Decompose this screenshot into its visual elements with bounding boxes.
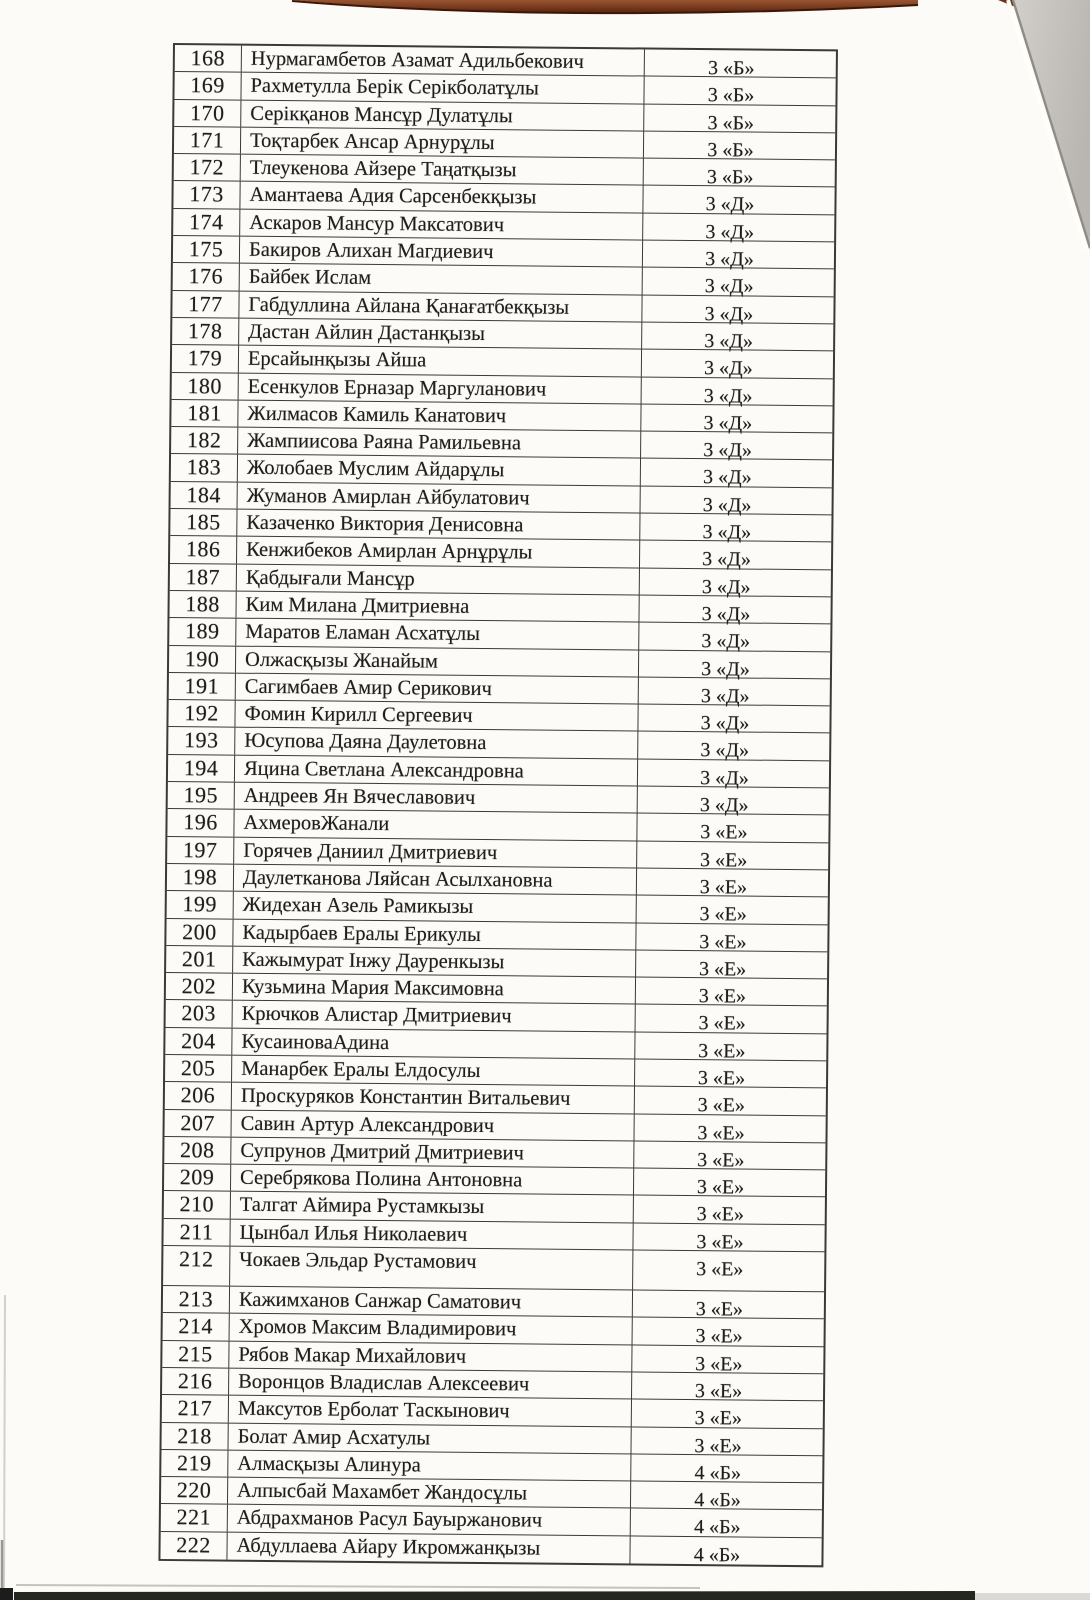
row-number-cell: 188 — [169, 591, 236, 618]
class-cell: 4 «Б» — [693, 1543, 741, 1567]
class-cell: 3 «Е» — [698, 1012, 746, 1035]
class-cell: 3 «Д» — [701, 630, 751, 653]
row-number-cell: 211 — [163, 1219, 230, 1246]
class-cell: 3 «Д» — [704, 275, 754, 298]
row-number-cell: 197 — [167, 837, 234, 864]
student-name-cell: Андреев Ян Вячеславович — [235, 783, 638, 813]
row-number-cell: 221 — [161, 1504, 228, 1531]
row-number-cell: 201 — [166, 946, 233, 973]
student-name-cell: Рябов Макар Михайлович — [229, 1341, 632, 1371]
row-number-cell: 220 — [161, 1477, 228, 1504]
class-cell: 3 «Е» — [699, 930, 747, 954]
row-number-cell: 196 — [167, 809, 234, 836]
class-cell: 3 «Е» — [697, 1094, 746, 1117]
student-name-cell: КусаиноваАдина — [232, 1028, 635, 1058]
student-name-cell: Савин Артур Александрович — [232, 1110, 635, 1140]
student-name-cell: Амантаева Адия Сарсенбекқызы — [240, 182, 643, 212]
student-name-cell: АхмеровЖанали — [234, 810, 637, 840]
class-cell: 3 «Д» — [702, 493, 752, 517]
student-name-cell: Серебрякова Полина Антоновна — [231, 1165, 634, 1195]
class-cell: 3 «Е» — [697, 1148, 745, 1172]
row-number-cell: 173 — [173, 181, 240, 208]
student-name-cell: Дастан Айлин Дастанқызы — [239, 319, 642, 349]
student-name-cell: Горячев Даниил Дмитриевич — [234, 837, 637, 867]
class-cell: 3 «Д» — [703, 439, 753, 462]
row-number-cell: 174 — [173, 209, 240, 236]
row-number-cell: 169 — [174, 72, 241, 99]
row-number-cell: 217 — [162, 1395, 229, 1422]
student-name-cell: Маратов Еламан Асхатұлы — [236, 619, 639, 649]
class-cell: 3 «Е» — [699, 876, 748, 899]
class-cell: 3 «Д» — [699, 794, 749, 817]
class-cell: 3 «Б» — [706, 166, 754, 189]
row-number-cell: 170 — [174, 100, 241, 127]
student-name-cell: Фомин Кирилл Сергеевич — [235, 701, 638, 731]
class-cell: 3 «Е» — [696, 1203, 744, 1227]
row-number-cell: 185 — [170, 509, 237, 536]
row-number-cell: 172 — [174, 154, 241, 181]
class-cell: 4 «Б» — [694, 1489, 741, 1512]
student-name-cell: Тоқтарбек Ансар Арнурұлы — [241, 128, 644, 158]
student-name-cell: Манарбек Ералы Елдосулы — [232, 1056, 635, 1086]
class-cell: 3 «Д» — [701, 657, 750, 681]
student-name-cell: Ерсайынқызы Айша — [239, 346, 642, 376]
student-name-cell: Крючков Алистар Дмитриевич — [233, 1001, 636, 1031]
student-name-cell: Кадырбаев Ералы Ерикулы — [233, 919, 636, 949]
student-name-cell: Супрунов Дмитрий Дмитриевич — [231, 1137, 634, 1167]
class-cell: 3 «Е» — [696, 1230, 744, 1254]
student-name-cell: Нурмагамбетов Азамат Адильбекович — [242, 46, 645, 76]
class-cell: 3 «Д» — [701, 575, 751, 599]
row-number-cell: 215 — [162, 1341, 229, 1368]
page-left-edge — [2, 1295, 5, 1592]
class-cell: 3 «Д» — [702, 548, 751, 571]
class-cell: 3 «Е» — [694, 1407, 743, 1430]
class-cell: 3 «Д» — [702, 466, 752, 490]
row-number-cell: 179 — [172, 345, 239, 372]
student-name-cell: Рахметулла Берік Серікболатұлы — [241, 73, 644, 103]
class-cell: 3 «Д» — [704, 302, 754, 326]
student-name-cell: Жампиисова Раяна Рамильевна — [238, 428, 641, 458]
student-name-cell: Даулетканова Ляйсан Асылхановна — [234, 865, 637, 895]
class-cell: 3 «Д» — [700, 766, 749, 790]
student-name-cell: Серікқанов Мансұр Дулатұлы — [241, 100, 644, 130]
class-cell: 4 «Б» — [693, 1516, 741, 1539]
student-name-cell: Кенжибеков Амирлан Арнұрұлы — [237, 537, 640, 567]
class-cell: 3 «Б» — [707, 84, 755, 107]
row-number-cell: 216 — [162, 1368, 229, 1395]
class-cell: 3 «Д» — [705, 220, 755, 244]
student-name-cell: Кажимханов Санжар Саматович — [230, 1287, 633, 1317]
class-cell: 3 «Е» — [694, 1380, 743, 1403]
student-name-cell: Хромов Максим Владимирович — [230, 1314, 633, 1344]
student-name-cell: Чокаев Эльдар Рустамович — [230, 1247, 633, 1290]
bottom-edge-artifacts — [0, 1585, 1090, 1600]
row-number-cell: 219 — [161, 1450, 228, 1477]
row-number-cell: 171 — [174, 127, 241, 154]
row-number-cell: 205 — [165, 1055, 232, 1082]
under-surface-corner — [1008, 0, 1090, 250]
student-name-cell: Жолобаев Муслим Айдарұлы — [238, 455, 641, 485]
student-name-cell: Есенкулов Ерназар Маргуланович — [239, 373, 642, 403]
student-name-cell: Цынбал Илья Николаевич — [230, 1219, 633, 1249]
class-cell: 3 «Д» — [703, 384, 753, 408]
class-cell: 3 «Д» — [702, 521, 752, 544]
class-cell: 3 «Б» — [707, 57, 755, 80]
student-name-cell: Сагимбаев Амир Серикович — [236, 673, 639, 703]
student-name-cell: Байбек Ислам — [240, 264, 643, 294]
row-number-cell: 168 — [175, 45, 242, 72]
row-number-cell: 175 — [173, 236, 240, 263]
row-number-cell: 200 — [166, 918, 233, 945]
student-name-cell: Аскаров Мансур Максатович — [240, 209, 643, 239]
class-cell: 3 «Е» — [695, 1352, 743, 1376]
class-cell: 3 «Д» — [701, 603, 751, 626]
row-number-cell: 210 — [164, 1191, 231, 1218]
row-number-cell: 208 — [164, 1137, 231, 1164]
class-cell: 3 «Е» — [695, 1325, 743, 1348]
class-cell: 3 «Е» — [694, 1434, 742, 1458]
row-number-cell: 178 — [172, 318, 239, 345]
student-name-cell: Казаченко Виктория Денисовна — [237, 510, 640, 540]
student-name-cell: Талгат Аймира Рустамкызы — [231, 1192, 634, 1222]
row-number-cell: 209 — [164, 1164, 231, 1191]
row-number-cell: 207 — [165, 1110, 232, 1137]
row-number-cell: 191 — [169, 673, 236, 700]
row-number-cell: 195 — [168, 782, 235, 809]
class-cell: 3 «Е» — [697, 1067, 746, 1090]
class-cell: 3 «Д» — [704, 330, 754, 353]
row-number-cell: 177 — [172, 291, 239, 318]
student-name-cell: Юсупова Даяна Даулетовна — [235, 728, 638, 758]
class-cell: 3 «Д» — [705, 193, 755, 217]
row-number-cell: 218 — [162, 1423, 229, 1450]
class-cell: 3 «Е» — [698, 985, 747, 1008]
row-number-cell: 204 — [165, 1028, 232, 1055]
book-edge-strip — [292, 0, 1044, 13]
student-name-cell: Жилмасов Камиль Канатович — [238, 401, 641, 431]
class-cell: 3 «Б» — [707, 139, 754, 162]
row-number-cell: 214 — [163, 1313, 230, 1340]
student-name-cell: Габдуллина Айлана Қанағатбекқызы — [239, 291, 642, 321]
row-number-cell: 199 — [167, 891, 234, 918]
class-cell: 3 «Д» — [700, 739, 750, 762]
class-cell: 3 «Е» — [695, 1298, 744, 1321]
student-name-cell: Максутов Ерболат Таскынович — [229, 1396, 632, 1426]
class-cell: 3 «Б» — [707, 111, 755, 135]
student-name-cell: Кажымурат Інжу Дауренкызы — [233, 946, 636, 976]
class-cell: 3 «Е» — [697, 1121, 745, 1145]
class-cell: 3 «Е» — [699, 848, 748, 872]
student-name-cell: Алпысбай Махамбет Жандосұлы — [228, 1478, 631, 1508]
student-name-cell: Яцина Светлана Александровна — [235, 755, 638, 785]
row-number-cell: 193 — [168, 727, 235, 754]
student-name-cell: Бакиров Алихан Магдиевич — [240, 237, 643, 267]
row-number-cell: 183 — [171, 454, 238, 481]
row-number-cell: 181 — [171, 400, 238, 427]
row-number-cell: 213 — [163, 1286, 230, 1313]
class-cell: 4 «Б» — [694, 1461, 742, 1485]
student-name-cell: Проскуряков Константин Витальевич — [232, 1083, 635, 1113]
student-list-table — [158, 43, 838, 1567]
row-number-cell: 182 — [171, 427, 238, 454]
student-name-cell: Абдуллаева Айару Икромжанқызы — [227, 1532, 630, 1563]
student-name-cell: Олжасқызы Жанайым — [236, 646, 639, 676]
row-number-cell: 206 — [165, 1082, 232, 1109]
row-number-cell: 184 — [171, 482, 238, 509]
row-number-cell: 194 — [168, 755, 235, 782]
student-name-cell: Алмасқызы Алинура — [228, 1450, 631, 1480]
class-cell: 3 «Е» — [696, 1176, 745, 1199]
class-cell: 3 «Д» — [703, 411, 753, 435]
student-name-cell: Тлеукенова Айзере Таңатқызы — [241, 155, 644, 185]
class-cell: 3 «Е» — [699, 903, 747, 926]
student-name-cell: Абдрахманов Расул Бауыржанович — [228, 1505, 631, 1535]
class-cell: 3 «Д» — [705, 248, 754, 271]
student-table-body — [160, 45, 836, 1565]
class-cell: 3 «Д» — [703, 357, 753, 380]
row-number-cell: 203 — [166, 1000, 233, 1027]
row-number-cell: 186 — [170, 536, 237, 563]
row-number-cell: 187 — [170, 564, 237, 591]
student-name-cell: Болат Амир Асхатулы — [229, 1423, 632, 1453]
class-cell: 3 «Е» — [698, 1039, 746, 1063]
class-cell: 3 «Д» — [700, 712, 750, 735]
row-number-cell: 189 — [169, 618, 236, 645]
class-cell: 3 «Е» — [696, 1258, 744, 1281]
student-name-cell: Жидехан Азель Рамикызы — [234, 892, 637, 922]
row-number-cell: 212 — [163, 1246, 230, 1286]
row-number-cell: 190 — [169, 646, 236, 673]
student-name-cell: Қабдығали Мансұр — [237, 564, 640, 594]
row-number-cell: 180 — [172, 373, 239, 400]
class-cell: 3 «Е» — [700, 821, 748, 844]
student-name-cell: Воронцов Владислав Алексеевич — [229, 1369, 632, 1399]
row-number-cell: 222 — [160, 1532, 227, 1560]
student-name-cell: Кузьмина Мария Максимовна — [233, 974, 636, 1004]
row-number-cell: 198 — [167, 864, 234, 891]
row-number-cell: 192 — [168, 700, 235, 727]
student-name-cell: Ким Милана Дмитриевна — [236, 592, 639, 622]
row-number-cell: 202 — [166, 973, 233, 1000]
student-name-cell: Жуманов Амирлан Айбулатович — [238, 482, 641, 512]
row-number-cell: 176 — [173, 263, 240, 290]
class-cell: 3 «Е» — [698, 957, 747, 981]
class-cell: 3 «Д» — [700, 684, 750, 708]
